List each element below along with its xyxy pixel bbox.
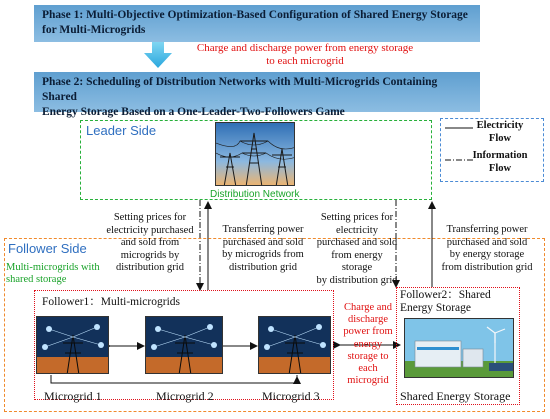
microgrid-2-image (145, 316, 223, 374)
shared-storage-image (404, 318, 514, 378)
microgrid-icon (37, 317, 109, 374)
energy-storage-icon (405, 319, 514, 378)
follower-side-subtitle: Multi-microgrids with shared storage (6, 262, 100, 285)
phase2-banner: Phase 2: Scheduling of Distribution Networks with Multi-Microgrids Containing Shared Energy Storage Based on a One-Leader-Two-Followers Game (34, 72, 480, 112)
distribution-network-image (215, 122, 295, 186)
charge-discharge-label: Charge and discharge power from energy storage to each microgrid (343, 302, 393, 387)
microgrid-icon (259, 317, 331, 374)
phase1-text: Phase 1: Multi-Objective Optimization-Based Configuration of Shared Energy Storage for Multi-Microgrids (42, 9, 468, 36)
microgrid-icon (146, 317, 223, 374)
legend-information-label: Information Flow (472, 150, 528, 174)
leader-side-title: Leader Side (86, 123, 157, 138)
label-transfer-microgrids: Transferring power purchased and sold by microgrids from distribution grid (222, 224, 304, 273)
follower-side-title: Follower Side (8, 241, 87, 256)
follower2-title: Follower2：Shared Energy Storage (400, 289, 491, 314)
follower1-title: Follower1：Multi-microgrids (42, 296, 180, 308)
legend-electricity-label: Electricity Flow (476, 120, 524, 144)
microgrid-3-label: Microgrid 3 (262, 389, 320, 403)
microgrid-2-label: Microgrid 2 (156, 389, 214, 403)
microgrid-1-image (36, 316, 109, 374)
distribution-network-caption: Distribution Network (210, 189, 300, 200)
microgrid-1-label: Microgrid 1 (44, 389, 102, 403)
power-tower-icon (216, 123, 295, 186)
label-prices-storage: Setting prices for electricity purchased and sold from energy storage by distribution grid (316, 212, 398, 286)
shared-storage-caption: Shared Energy Storage (400, 389, 511, 403)
label-prices-microgrids: Setting prices for electricity purchased and sold from microgrids by distribution grid (106, 212, 194, 273)
arrow-label: Charge and discharge power from energy storage to each microgrid (196, 42, 414, 67)
microgrid-3-image (258, 316, 331, 374)
label-transfer-storage: Transferring power purchased and sold by energy storage from distribution grid (441, 224, 533, 273)
